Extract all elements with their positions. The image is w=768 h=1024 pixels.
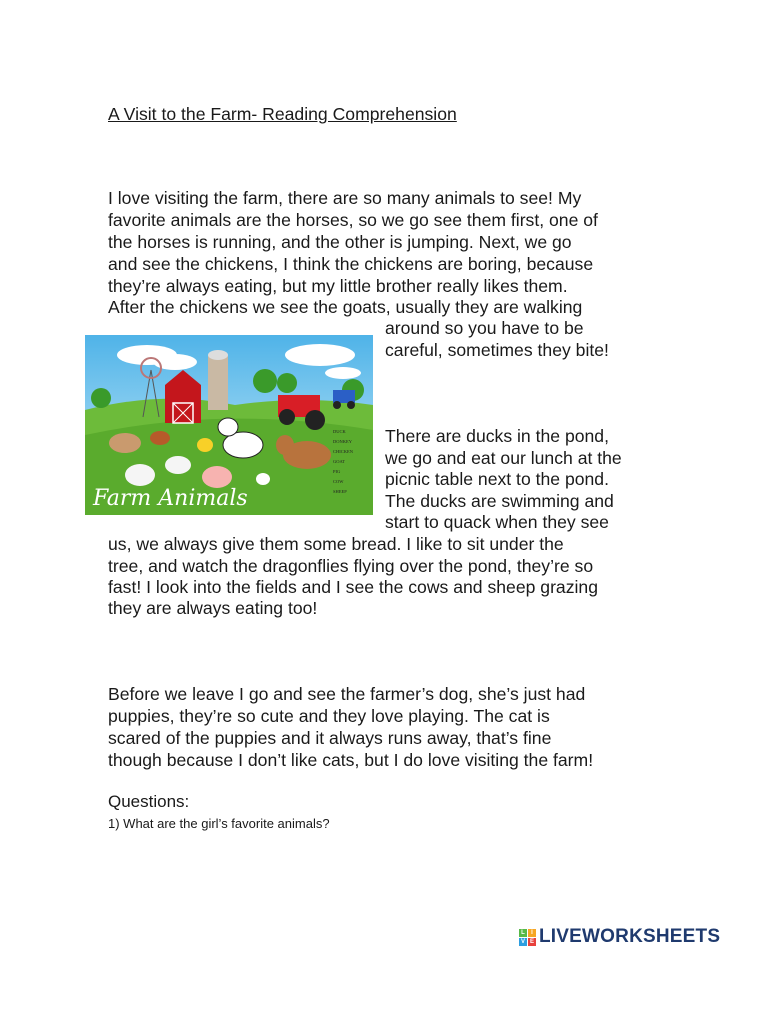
- image-caption: Farm Animals: [93, 486, 248, 511]
- questions-heading: Questions:: [108, 792, 190, 811]
- text-line: start to quack when they see: [385, 512, 609, 532]
- text-line: After the chickens we see the goats, usually they are walking: [108, 297, 583, 317]
- word-list-item: DUCK: [333, 429, 346, 434]
- text-line: they are always eating too!: [108, 598, 318, 618]
- farm-animals-image: [85, 335, 373, 515]
- text-line: us, we always give them some bread. I like to sit under the: [108, 534, 564, 554]
- text-line: careful, sometimes they bite!: [385, 340, 609, 360]
- logo-blocks-icon: L I V E: [520, 929, 534, 945]
- text-line: puppies, they’re so cute and they love playing. The cat is: [108, 706, 550, 726]
- logo-text: LIVEWORKSHEETS: [539, 926, 721, 947]
- word-list-item: PIG: [333, 469, 341, 474]
- text-line: fast! I look into the fields and I see the cows and sheep grazing: [108, 577, 598, 597]
- text-line: tree, and watch the dragonflies flying over the pond, they’re so: [108, 556, 594, 576]
- text-line: favorite animals are the horses, so we go see them first, one of: [108, 210, 598, 230]
- liveworksheets-logo: [519, 926, 720, 948]
- word-list-item: CHICKEN: [333, 449, 353, 454]
- text-line: though because I don’t like cats, but I do love visiting the farm!: [108, 750, 594, 770]
- question-1: 1) What are the girl’s favorite animals?: [108, 816, 330, 831]
- text-line: There are ducks in the pond,: [385, 426, 609, 446]
- text-line: The ducks are swimming and: [385, 491, 614, 511]
- text-line: around so you have to be: [385, 318, 584, 338]
- text-line: I love visiting the farm, there are so many animals to see! My: [108, 188, 582, 208]
- text-line: we go and eat our lunch at the: [385, 448, 622, 468]
- word-list-item: COW: [333, 479, 344, 484]
- page-title: A Visit to the Farm- Reading Comprehension: [108, 104, 457, 124]
- word-list-item: DONKEY: [333, 439, 352, 444]
- text-line: scared of the puppies and it always runs away, that’s fine: [108, 728, 552, 748]
- text-line: the horses is running, and the other is jumping. Next, we go: [108, 232, 572, 252]
- text-line: Before we leave I go and see the farmer’s dog, she’s just had: [108, 684, 586, 704]
- word-list-item: SHEEP: [333, 489, 347, 494]
- text-line: and see the chickens, I think the chickens are boring, because: [108, 254, 594, 274]
- text-line: picnic table next to the pond.: [385, 469, 609, 489]
- word-list-item: GOAT: [333, 459, 345, 464]
- text-line: they’re always eating, but my little brother really likes them.: [108, 276, 568, 296]
